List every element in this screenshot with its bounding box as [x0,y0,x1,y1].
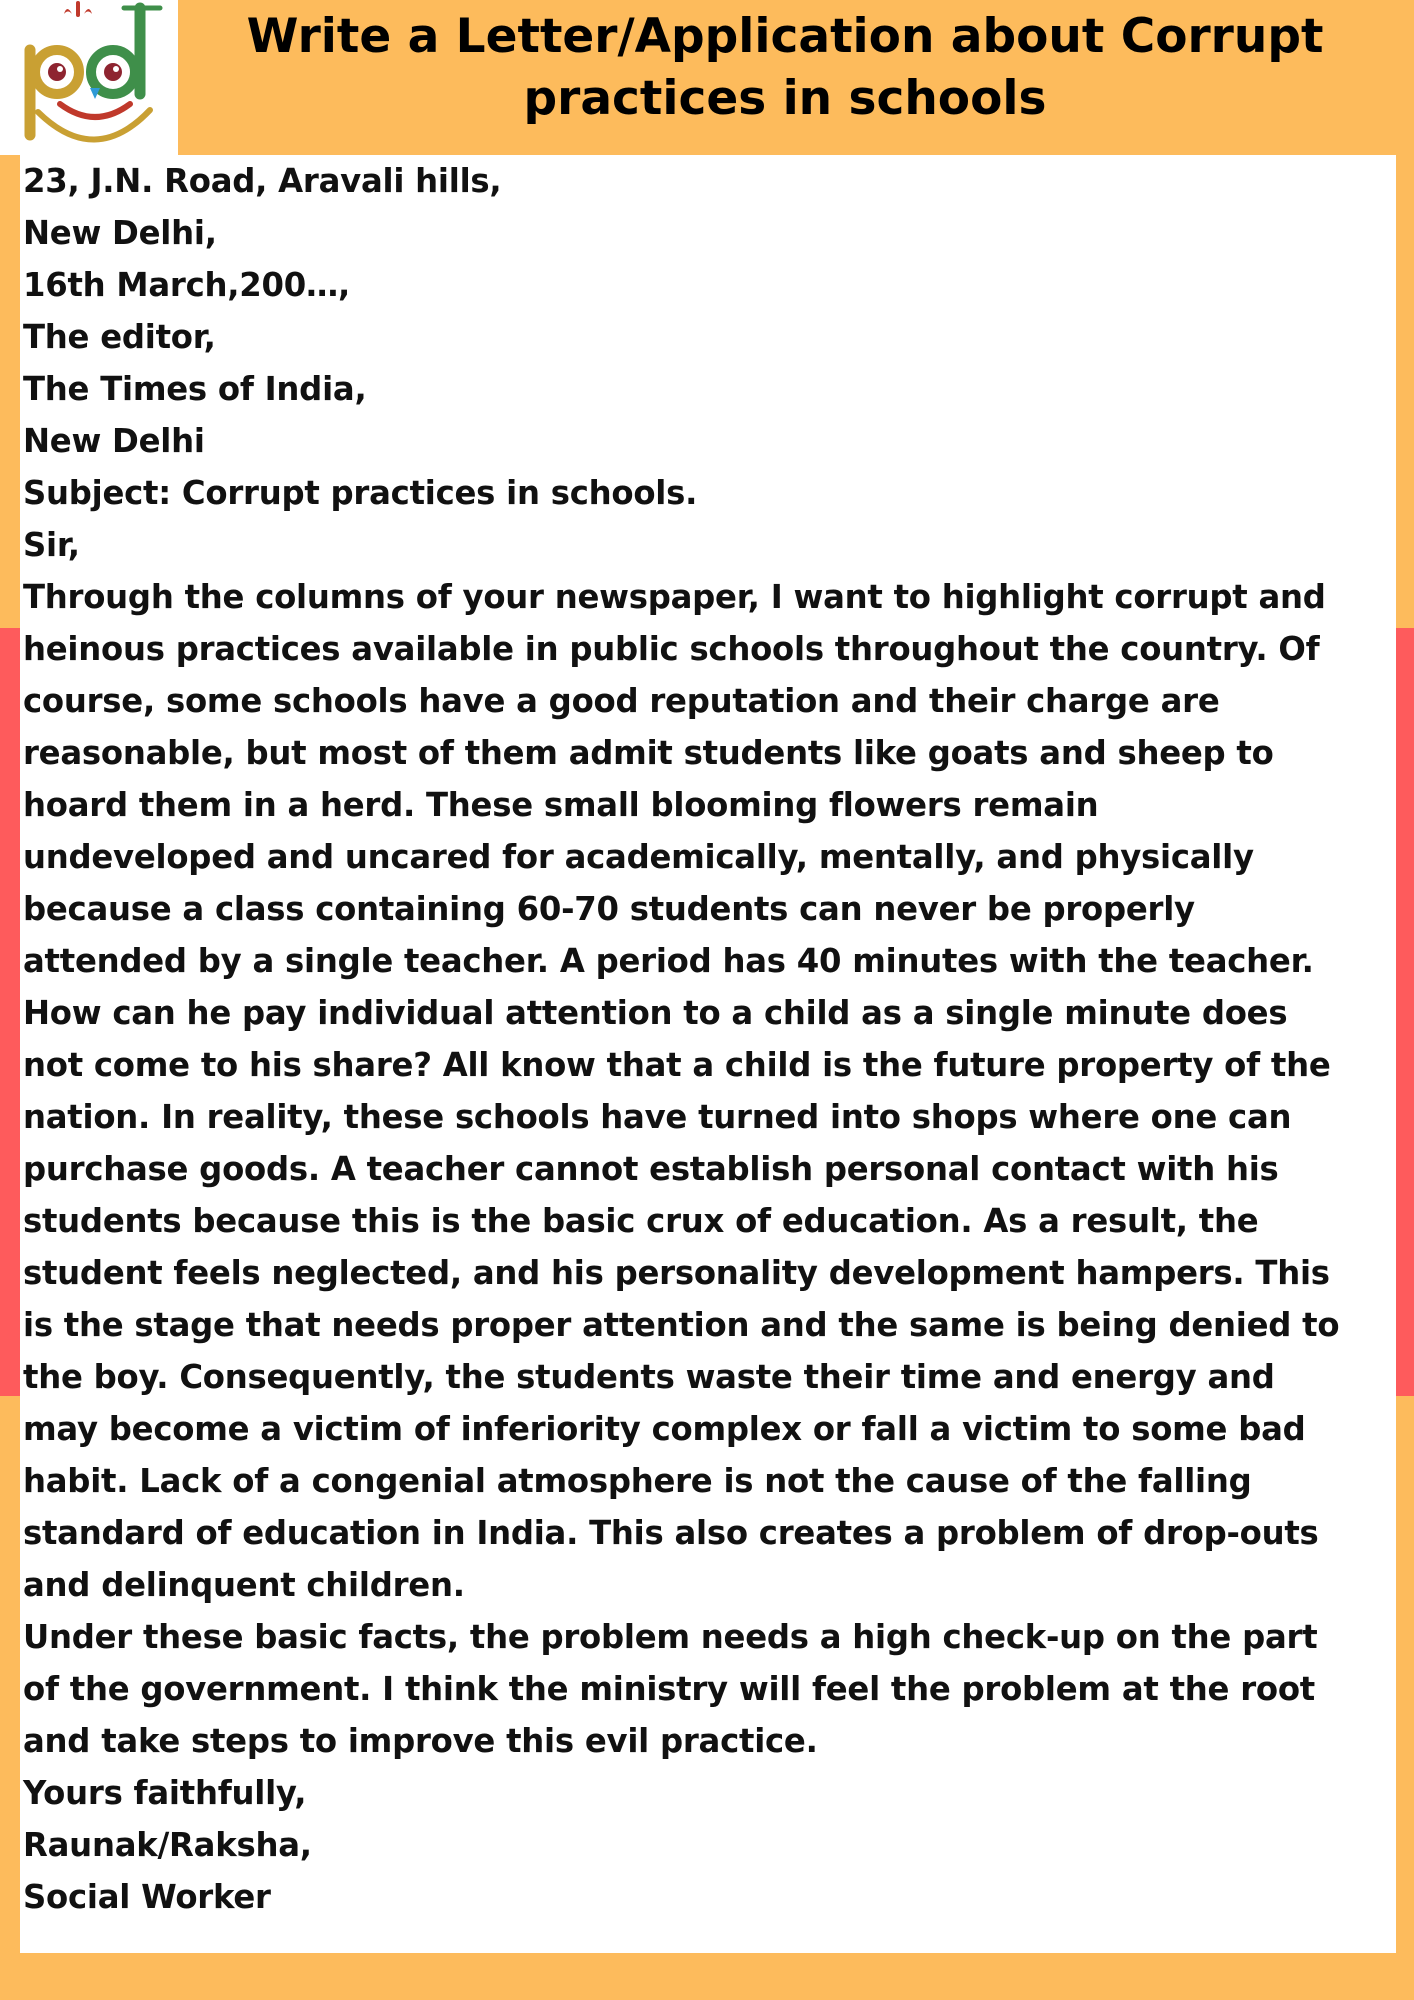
recipient-line: New Delhi [23,422,205,460]
body-paragraph-line: student feels neglected, and his personality development hampers. This [23,1254,1330,1292]
letter-panel [20,155,1396,1953]
recipient-line: The editor, [23,318,216,356]
body-paragraph-line: Under these basic facts, the problem needs a high check-up on the part [23,1618,1318,1656]
body-paragraph-line: of the government. I think the ministry will feel the problem at the root [23,1670,1315,1708]
body-paragraph-line: and take steps to improve this evil practice. [23,1722,818,1760]
body-paragraph-line: standard of education in India. This also creates a problem of drop-outs [23,1514,1319,1552]
body-paragraph-line: heinous practices available in public schools throughout the country. Of [23,630,1320,668]
body-paragraph-line: may become a victim of inferiority complex or fall a victim to some bad [23,1410,1306,1448]
sender-address-line: New Delhi, [23,214,217,252]
title-line: Write a Letter/Application about Corrupt [246,9,1324,64]
sender-address-line: 23, J.N. Road, Aravali hills, [23,162,502,200]
body-paragraph-line: reasonable, but most of them admit students like goats and sheep to [23,734,1274,772]
body-paragraph-line: hoard them in a herd. These small blooming flowers remain [23,786,1099,824]
letter-body [23,155,1399,1923]
title-line: practices in schools [523,71,1047,126]
page-title [200,6,1370,130]
body-paragraph-line: purchase goods. A teacher cannot establish personal contact with his [23,1150,1279,1188]
site-logo[interactable] [0,0,178,155]
letter-date: 16th March,200…, [23,266,351,304]
body-paragraph-line: nation. In reality, these schools have turned into shops where one can [23,1098,1292,1136]
body-paragraph-line: attended by a single teacher. A period has 40 minutes with the teacher. [23,942,1314,980]
letter-subject: Subject: Corrupt practices in schools. [23,474,698,512]
body-paragraph-line: is the stage that needs proper attention and the same is being denied to [23,1306,1340,1344]
body-paragraph-line: course, some schools have a good reputation and their charge are [23,682,1220,720]
body-paragraph-line: not come to his share? All know that a child is the future property of the [23,1046,1331,1084]
letter-salutation: Sir, [23,526,80,564]
body-paragraph-line: habit. Lack of a congenial atmosphere is not the cause of the falling [23,1462,1252,1500]
letter-signature: Raunak/Raksha, [23,1826,312,1864]
body-paragraph-line: the boy. Consequently, the students waste their time and energy and [23,1358,1275,1396]
recipient-line: The Times of India, [23,370,367,408]
body-paragraph-line: undeveloped and uncared for academically, mentally, and physically [23,838,1254,876]
pd-smiley-logo-icon [0,0,178,155]
letter-designation: Social Worker [23,1878,271,1916]
body-paragraph-line: How can he pay individual attention to a child as a single minute does [23,994,1288,1032]
body-paragraph-line: because a class containing 60-70 students can never be properly [23,890,1195,928]
body-paragraph-line: and delinquent children. [23,1566,465,1604]
body-paragraph-line: students because this is the basic crux of education. As a result, the [23,1202,1259,1240]
letter-closing: Yours faithfully, [23,1774,307,1812]
body-paragraph-line: Through the columns of your newspaper, I want to highlight corrupt and [23,578,1326,616]
